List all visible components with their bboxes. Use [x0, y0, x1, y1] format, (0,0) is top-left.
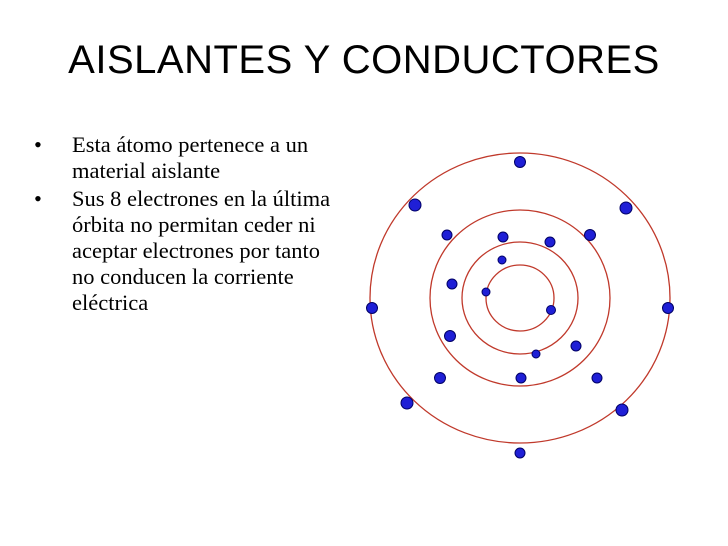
electron	[620, 202, 632, 214]
electron	[515, 157, 526, 168]
bullet-text: Esta átomo pertenece a un material aislante	[72, 132, 309, 183]
electron	[435, 373, 446, 384]
bullet-list	[34, 132, 344, 318]
electron	[498, 232, 508, 242]
electron	[482, 288, 490, 296]
electron	[545, 237, 555, 247]
bullet-dot-icon: •	[34, 186, 42, 211]
electron	[367, 303, 378, 314]
electron	[532, 350, 540, 358]
orbit-shell-1	[486, 265, 554, 331]
bullet-text: Sus 8 electrones en la última órbita no permitan ceder ni aceptar electrones por tanto no conducen la corriente eléctrica	[72, 186, 331, 315]
electron	[445, 331, 456, 342]
electron	[515, 448, 525, 458]
orbit-shell-3	[430, 210, 610, 386]
electron	[516, 373, 526, 383]
electron	[401, 397, 413, 409]
bullet-item	[34, 186, 344, 316]
electron	[592, 373, 602, 383]
bullet-item	[34, 132, 344, 184]
electron	[442, 230, 452, 240]
orbit-shell-4	[370, 153, 670, 443]
electron	[571, 341, 581, 351]
electron	[616, 404, 628, 416]
electrons-group	[367, 157, 674, 459]
bullet-dot-icon: •	[34, 132, 42, 157]
electron	[547, 306, 556, 315]
electron	[585, 230, 596, 241]
orbit-shell-2	[462, 242, 578, 354]
atom-diagram	[360, 148, 700, 468]
electron	[663, 303, 674, 314]
orbits-group	[370, 153, 670, 443]
electron	[498, 256, 506, 264]
slide-title: AISLANTES Y CONDUCTORES	[68, 38, 660, 82]
electron	[409, 199, 421, 211]
electron	[447, 279, 457, 289]
